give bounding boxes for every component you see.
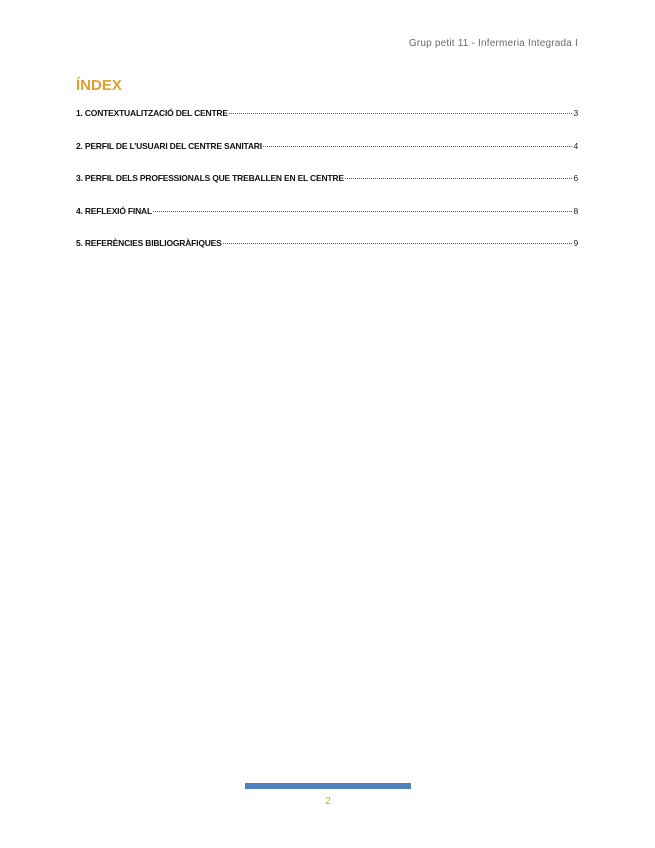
table-of-contents [76,108,578,271]
toc-entry-page-number: 9 [573,238,578,248]
toc-entry[interactable] [76,141,578,174]
toc-entry[interactable] [76,238,578,271]
toc-entry[interactable] [76,173,578,206]
toc-entry-label: 4. REFLEXIÓ FINAL [76,205,152,216]
dot-leader [223,243,573,244]
toc-entry-label: 1. CONTEXTUALITZACIÓ DEL CENTRE [76,108,228,118]
toc-entry-page-number: 8 [573,205,578,216]
page-header: Grup petit 11 - Infermeria Integrada I [408,38,578,49]
toc-entry[interactable] [76,108,578,141]
dot-leader [229,113,573,114]
page-number: 2 [325,796,331,807]
dot-leader [345,178,573,179]
dot-leader [263,146,573,147]
toc-entry-label: 5. REFERÈNCIES BIBLIOGRÀFIQUES [76,238,222,248]
toc-entry-page-number: 4 [573,140,578,151]
footer-bar [245,783,411,789]
toc-entry-label: 3. PERFIL DELS PROFESSIONALS QUE TREBALLEN EN EL CENTRE [76,173,344,183]
dot-leader [153,211,573,212]
toc-entry-page-number: 3 [573,108,578,118]
toc-entry[interactable] [76,206,578,239]
toc-title: ÍNDEX [76,77,122,94]
toc-entry-label: 2. PERFIL DE L’USUARI DEL CENTRE SANITARI [76,140,262,151]
toc-entry-page-number: 6 [573,173,578,183]
